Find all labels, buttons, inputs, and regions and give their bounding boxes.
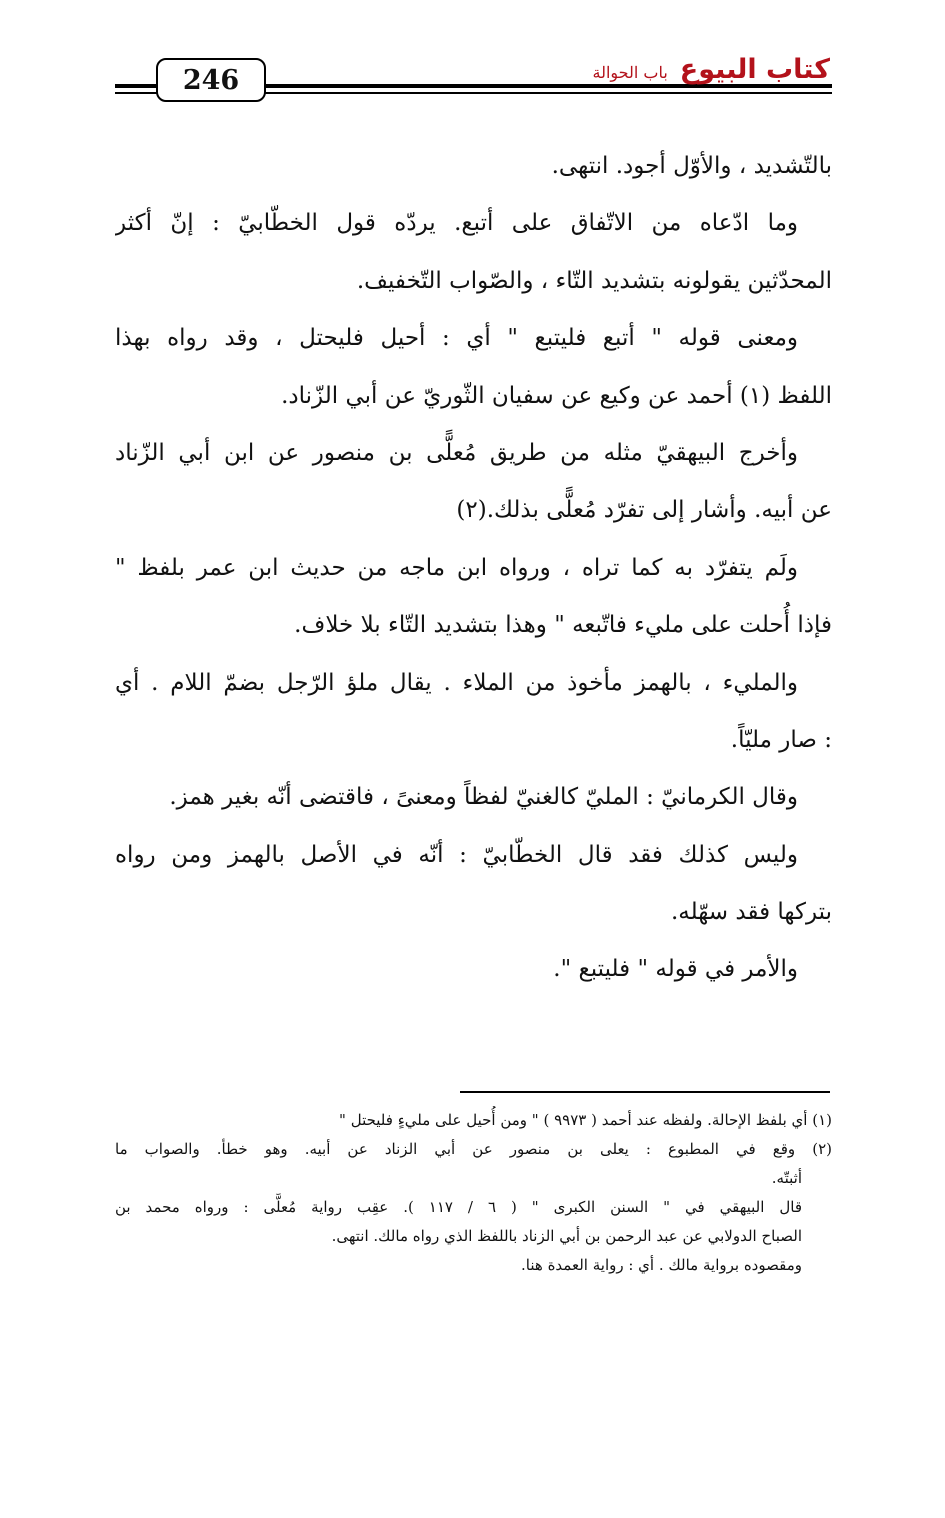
text-line: ومعنى قوله " أتبع فليتبع " أي : أحيل فليحتل ، وقد رواه بهذا	[115, 325, 798, 352]
footnote-line: (٢) وقع في المطبوع : يعلى بن منصور عن أبي الزناد عن أبيه. وهو خطأ. والصواب ما	[115, 1140, 832, 1158]
text-line: المحدّثين يقولونه بتشديد التّاء ، والصّواب التّخفيف.	[356, 267, 832, 294]
page-number: 246	[156, 58, 266, 102]
footnote-line: قال البيهقي في " السنن الكبرى " ( ٦ / ١١٧ ). عقِب رواية مُعلًّى : ورواه محمد بن	[115, 1198, 803, 1216]
text-line: بتركها فقد سهّله.	[670, 899, 832, 926]
text-line: ولَم يتفرّد به كما تراه ، ورواه ابن ماجه من حديث ابن عمر بلفظ "	[115, 554, 798, 581]
text-line: بالتّشديد ، والأوّل أجود. انتهى.	[551, 153, 832, 179]
text-line: : صار مليّاً.	[730, 726, 832, 753]
chapter-title: باب الحوالة	[592, 63, 668, 82]
text-line: فإذا أُحلت على مليء فاتّبعه " وهذا بتشديد التّاء بلا خلاف.	[294, 612, 832, 639]
main-text	[115, 138, 832, 999]
text-line: اللفظ (١) أحمد عن وكيع عن سفيان الثّوريّ عن أبي الزّناد.	[281, 382, 832, 409]
footnote-line: أثبتّه.	[771, 1169, 802, 1187]
text-line: وما ادّعاه من الاتّفاق على أتبع. يردّه قول الخطّابيّ : إنّ أكثر	[115, 210, 798, 237]
footnote-line: (١) أي بلفظ الإحالة. ولفظه عند أحمد ( ٩٩٧٣ ) " ومن أُحيل على مليءٍ فليحتل "	[339, 1111, 832, 1129]
text-line: والمليء ، بالهمز مأخوذ من الملاء . يقال ملؤ الرّجل بضمّ اللام . أي	[115, 669, 798, 696]
running-header	[593, 54, 831, 85]
footnote-line: الصباح الدولابي عن عبد الرحمن بن أبي الزناد باللفظ الذي رواه مالك. انتهى.	[331, 1227, 802, 1245]
text-line: عن أبيه. وأشار إلى تفرّد مُعلًّى بذلك.(٢)	[456, 497, 832, 524]
footnote-line: ومقصوده برواية مالك . أي : رواية العمدة هنا.	[521, 1256, 802, 1274]
text-line: وأخرج البيهقيّ مثله من طريق مُعلًّى بن منصور عن ابن أبي الزّناد	[115, 439, 798, 466]
book-title: كتاب البيوع	[679, 54, 830, 85]
footnote-separator	[460, 1091, 830, 1093]
footnotes	[115, 1106, 832, 1280]
text-line: وليس كذلك فقد قال الخطّابيّ : أنّه في الأصل بالهمز ومن رواه	[115, 841, 798, 868]
text-line: وقال الكرمانيّ : المليّ كالغنيّ لفظاً ومعنىً ، فاقتضى أنّه بغير همز.	[169, 784, 798, 811]
text-line: والأمر في قوله " فليتبع ".	[553, 956, 798, 983]
